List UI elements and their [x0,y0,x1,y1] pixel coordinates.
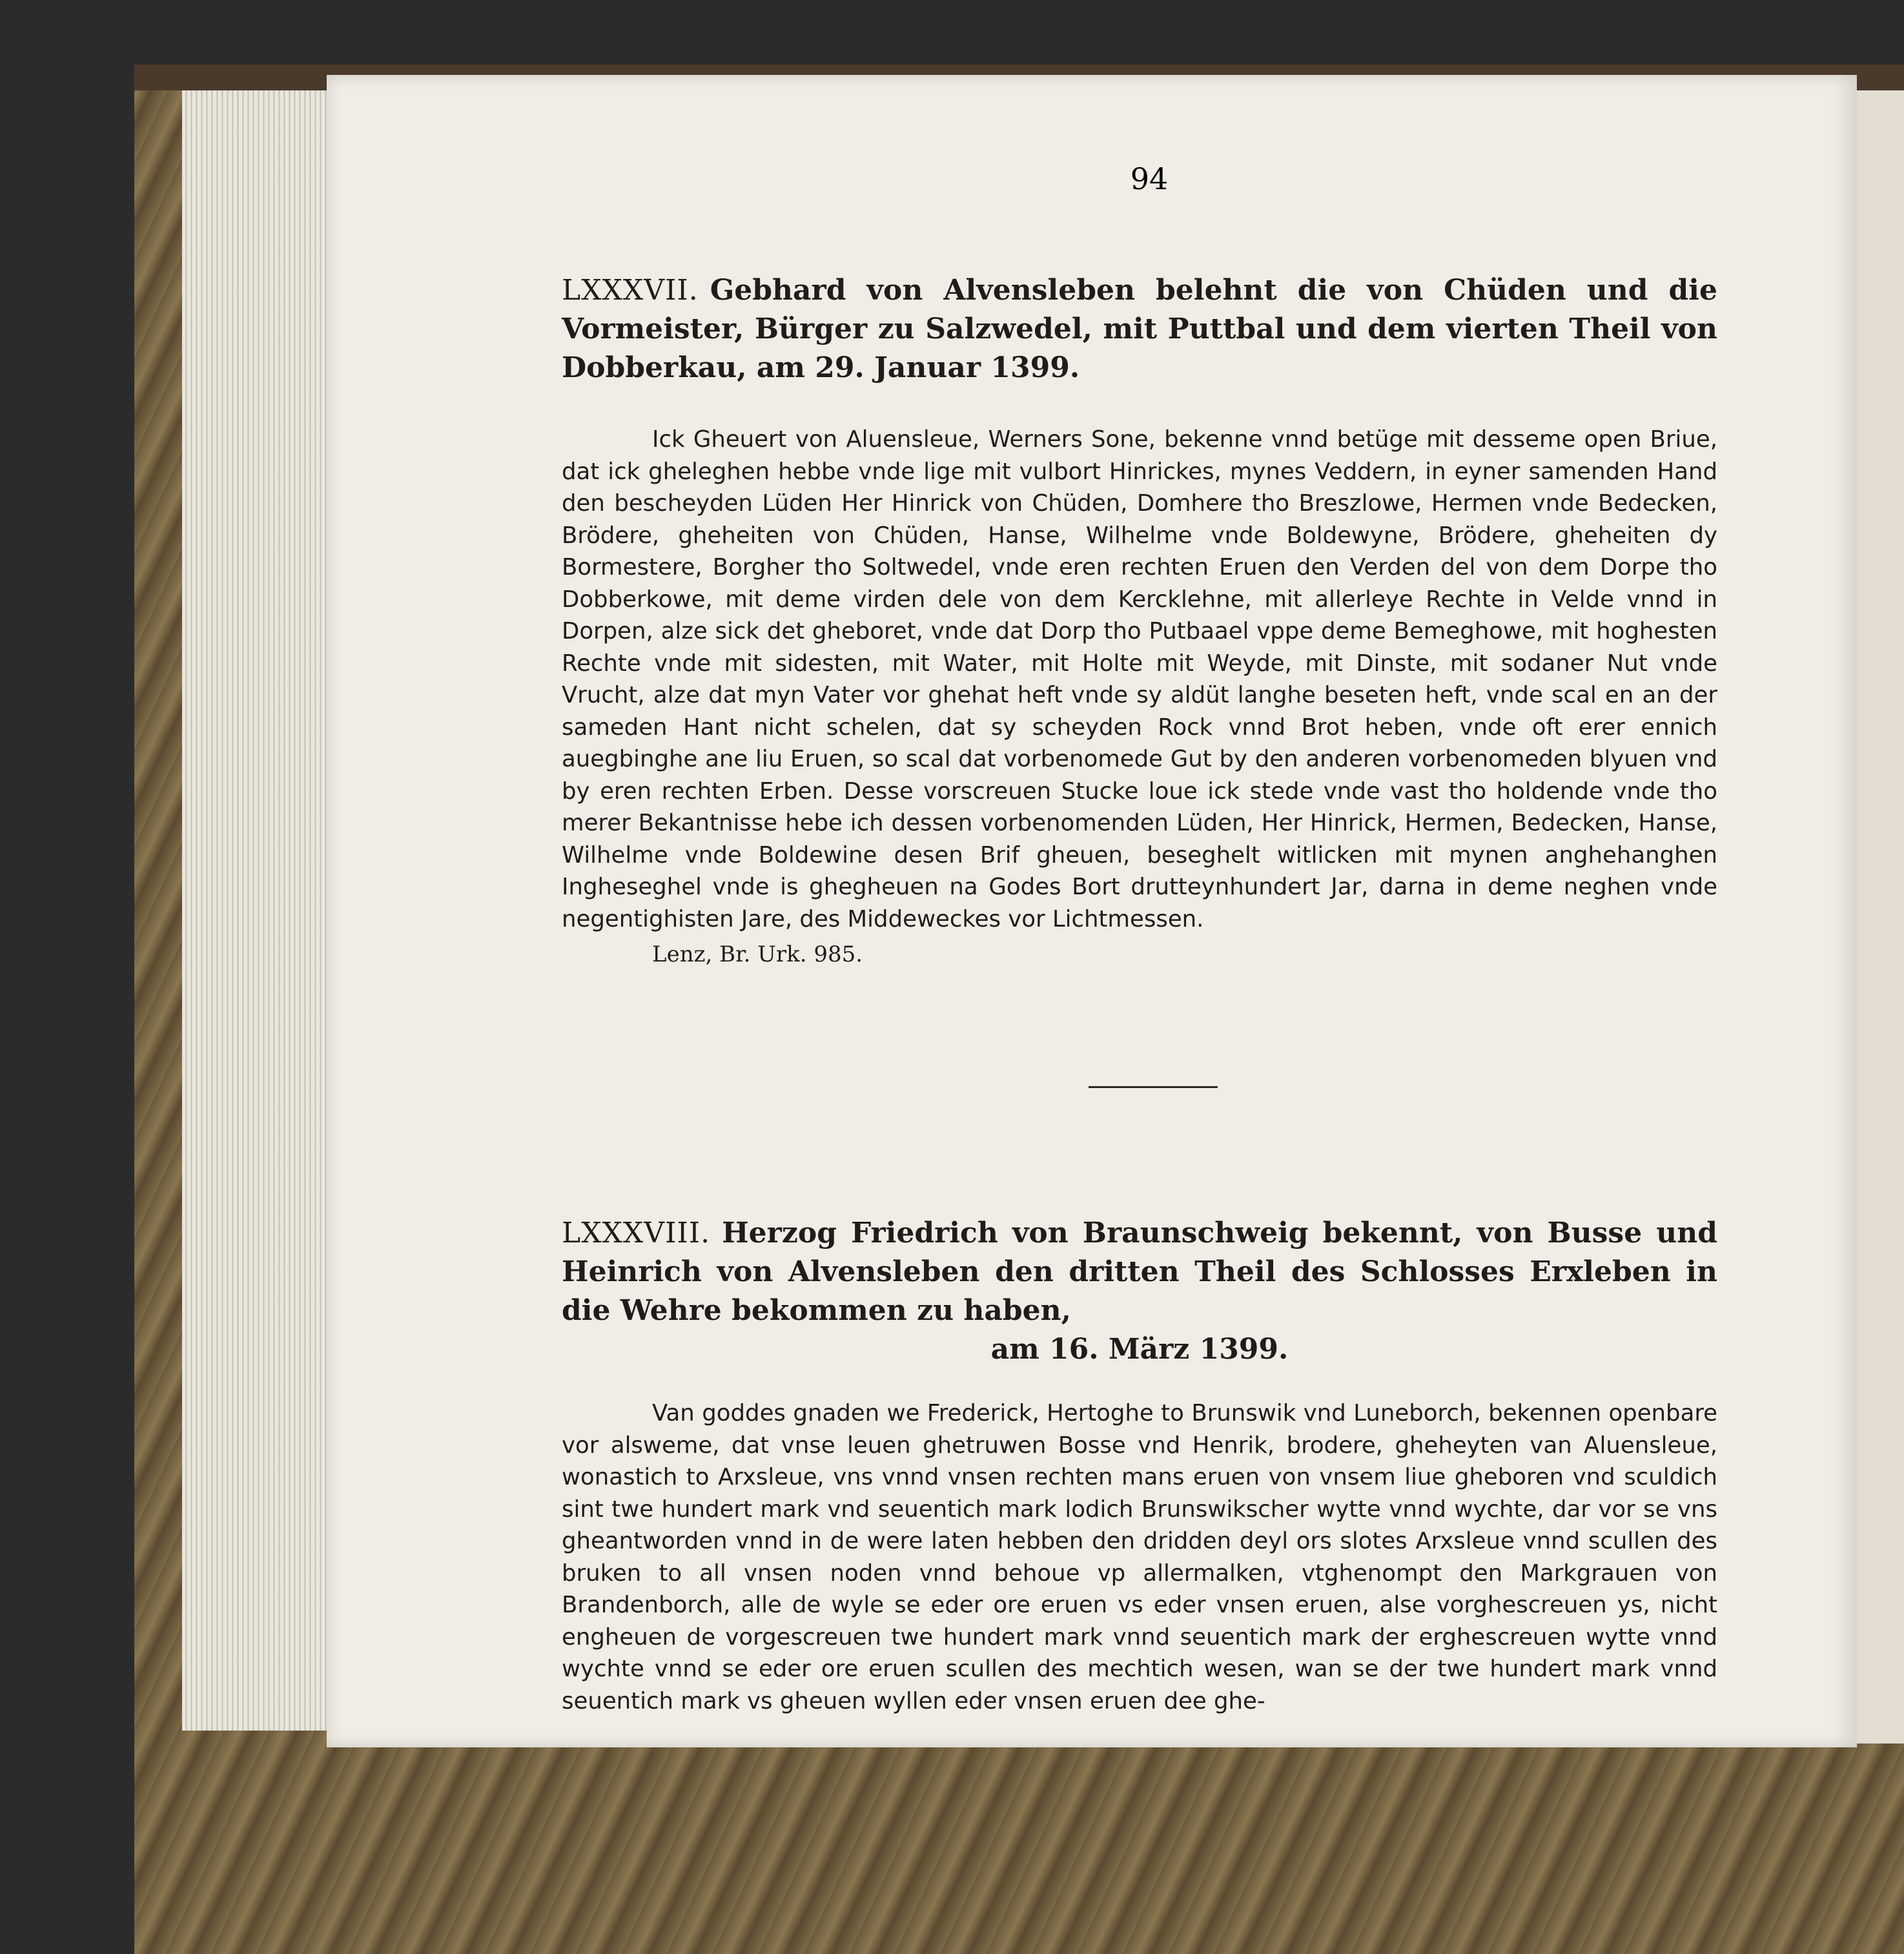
document-88-date: am 16. März 1399. [990,1333,1289,1366]
document-88-body: Van goddes gnaden we Frederick, Hertoghe to Brunswik vnd Luneborch, bekennen openbare vor alsweme, dat vnse leuen ghetruwen Bosse vnd Henrik, brodere, gheheyten van Aluensleue, wonastich to Arxsleue, vns vnnd vnsen rechten mans eruen von vnsem liue gheboren vnd sculdich sint twe hundert mark vnd seuentich mark lodich Brunswikscher wytte vnnd wychte, dar vor se vns gheantworden vnnd in de were laten hebben den dridden deyl ors slotes Arxsleue vnnd scullen des bruken to all vnsen noden vnnd behoue vp allermalken, vtghenompt den Markgrauen von Brandenborch, alle de wyle se eder ore eruen vs eder vnsen eruen, alse vorghescreuen ys, nicht engheuen de vorgescreuen twe hundert mark vnnd seuentich mark der erghescreuen wytte vnnd wychte vnnd se eder ore eruen scullen des mechtich wesen, wan se der twe hundert mark vnnd seuentich mark vs gheuen wyllen eder vnsen eruen dee ghe- [562,1400,1717,1714]
document-87 [562,271,1717,967]
facing-page-edge [1857,90,1904,1743]
page-edges [182,90,331,1731]
document-88-number: LXXXVIII. [562,1217,711,1250]
document-87-title: Gebhard von Alvensleben belehnt die von Chüden und die Vormeister, Bürger zu Salzwedel, mit Puttbal und dem vierten Theil von Dobberkau, am 29. Januar 1399. [562,274,1717,384]
document-88-heading [562,1214,1717,1330]
document-87-heading [562,271,1717,387]
document-88-title: Herzog Friedrich von Braunschweig bekennt, von Busse und Heinrich von Alvensleben den dritten Theil des Schlosses Erxleben in die Wehre bekommen zu haben, [562,1217,1717,1327]
document-88 [562,1214,1717,1717]
document-87-source: Lenz, Br. Urk. 985. [652,941,863,967]
section-divider [1089,1086,1218,1088]
page-number: 94 [1130,161,1169,196]
document-87-number: LXXXVII. [562,274,699,307]
document-87-body: Ick Gheuert von Aluensleue, Werners Sone, bekenne vnnd betüge mit desseme open Briue, dat ick gheleghen hebbe vnde lige mit vulbort Hinrickes, mynes Veddern, in eyner samenden Hand den bescheyden Lüden Her Hinrick von Chüden, Domhere tho Breszlowe, Hermen vnde Bedecken, Brödere, gheheiten von Chüden, Hanse, Wilhelme vnde Boldewyne, Brödere, gheheiten dy Bormestere, Borgher tho Soltwedel, vnde eren rechten Eruen den Verden del von dem Dorpe tho Dobberkowe, mit deme virden dele von dem Kercklehne, mit allerleye Rechte in Velde vnnd in Dorpen, alze sick det gheboret, vnde dat Dorp tho Putbaael vppe deme Bemeghowe, mit hoghesten Rechte vnde mit sidesten, mit Water, mit Holte mit Weyde, mit Dinste, mit sodaner Nut vnde Vrucht, alze dat myn Vater vor ghehat heft vnde sy aldüt langhe beseten heft, vnde scal en an der sameden Hant nicht schelen, dat sy scheyden Rock vnnd Brot heben, vnde oft erer ennich auegbinghe ane liu Eruen, so scal dat vorbenomede Gut by den anderen vorbenomeden blyuen vnd by eren rechten Erben. Desse vorscreuen Stucke loue ick stede vnde vast tho holdende vnde tho merer Bekantnisse hebe ich dessen vorbenomenden Lüden, Her Hinrick, Hermen, Bedecken, Hanse, Wilhelme vnde Boldewine desen Brif gheuen, beseghelt witlicken mit mynen anghehanghen Ingheseghel vnde is ghegheuen na Godes Bort drutteynhundert Jar, darna in deme neghen vnde negentighisten Jare, des Middeweckes vor Lichtmessen. [562,426,1717,932]
